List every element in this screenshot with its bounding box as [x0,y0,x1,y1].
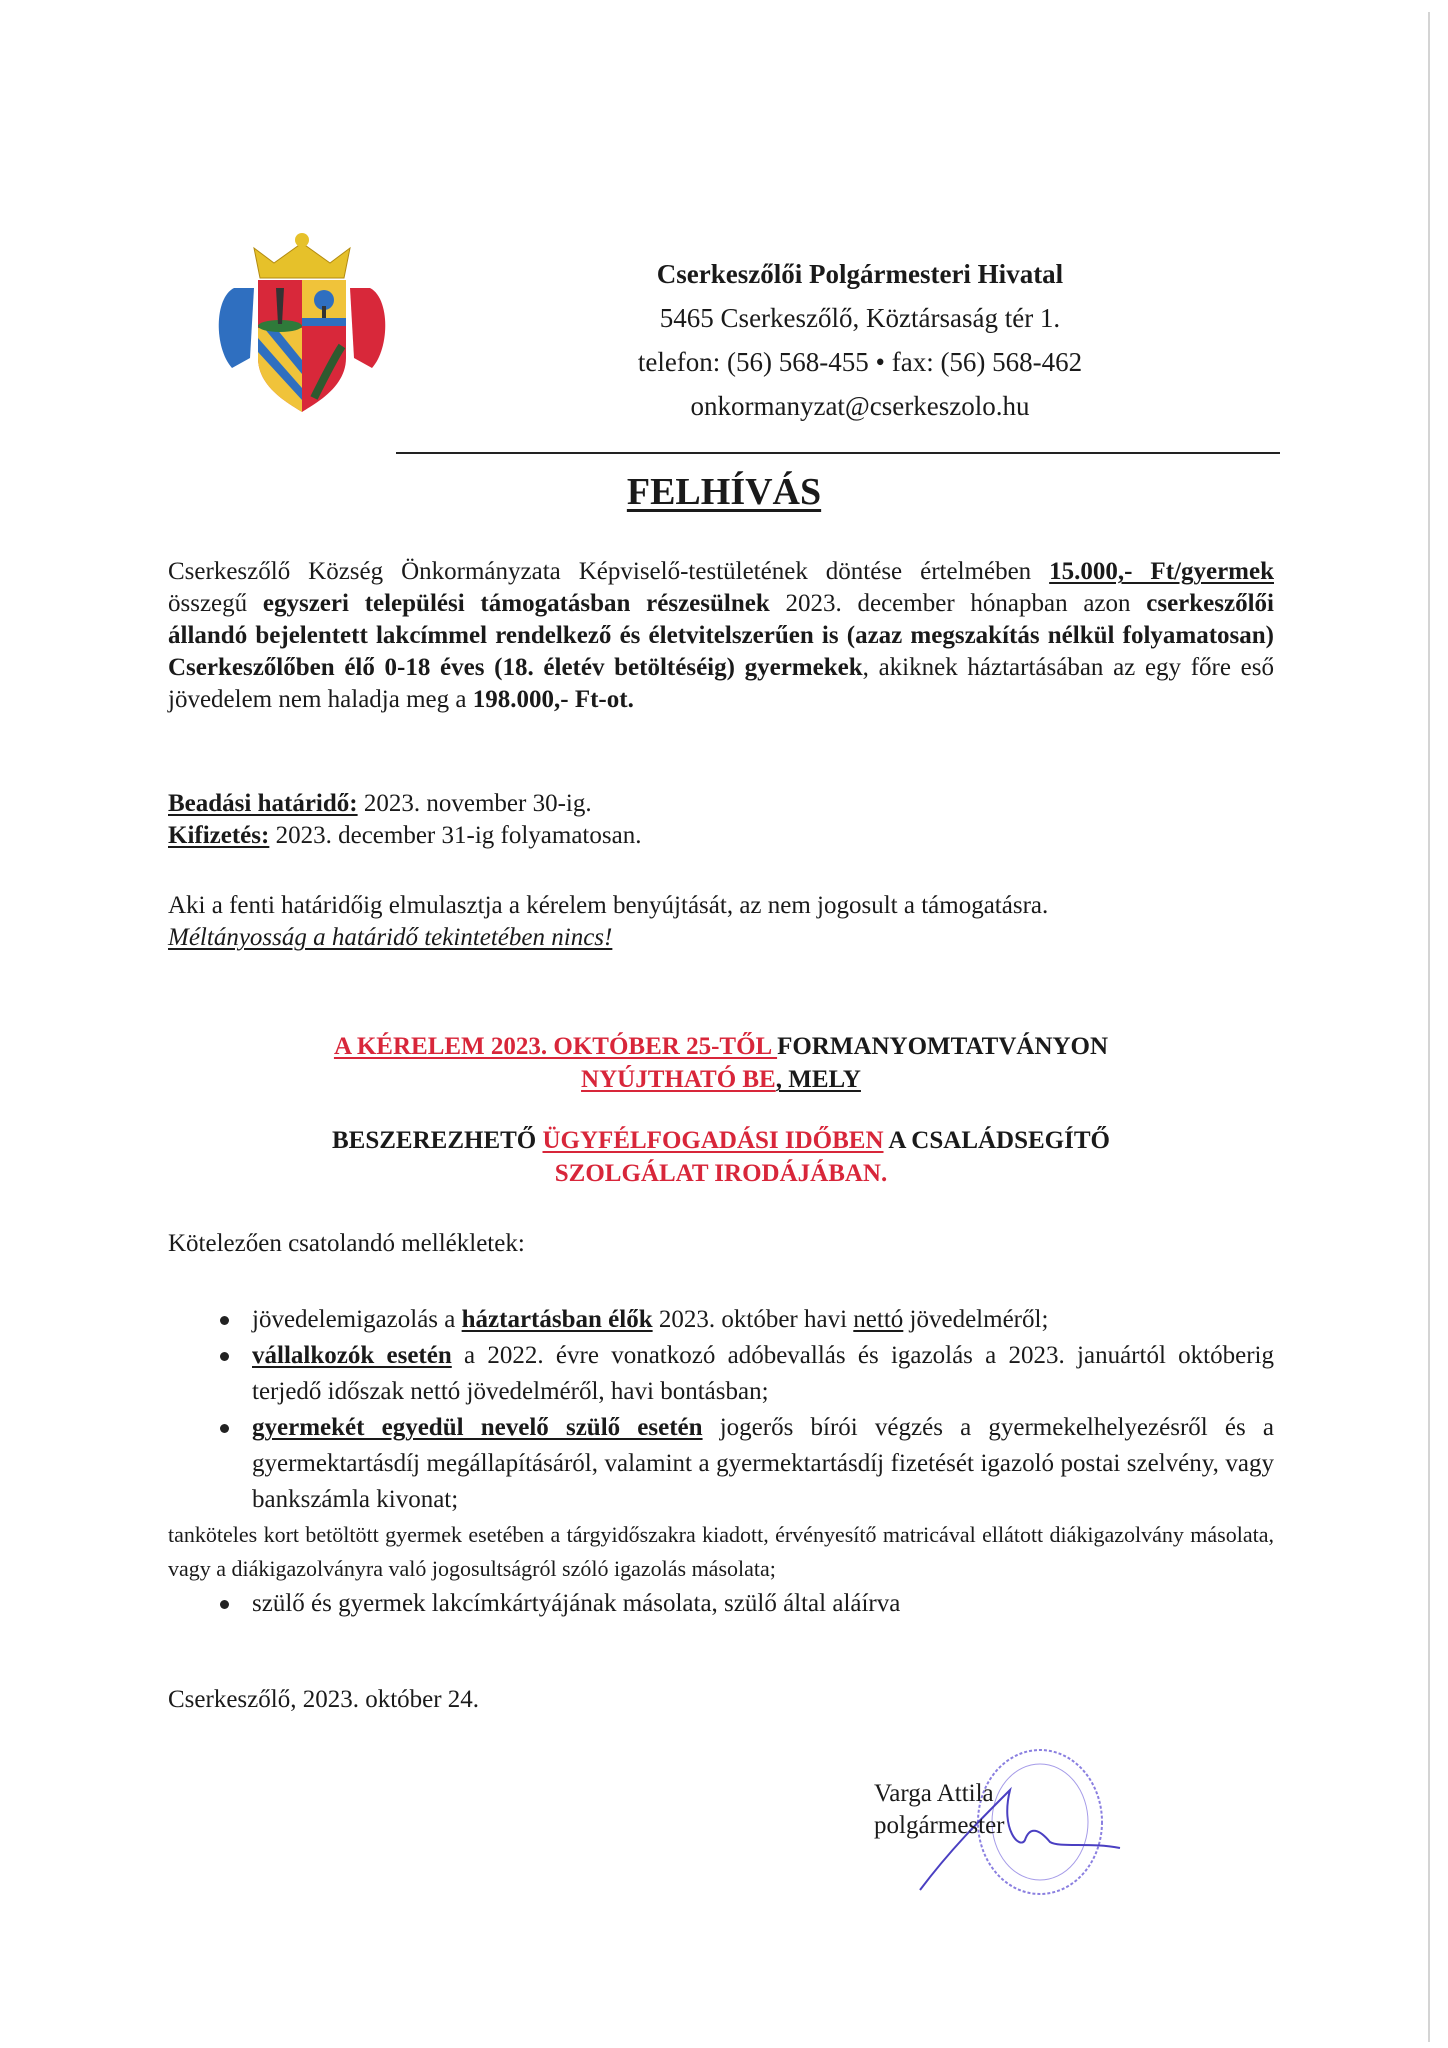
intro-paragraph: Cserkeszőlő Község Önkormányzata Képviselő-testületének döntése értelmében 15.000,- Ft/gyermek összegű egyszeri települési támogatásban részesülnek 2023. december hónapban azon cserkeszőlői állandó bejelentett lakcímmel rendelkező és életvitelszerűen is (azaz megszakítás nélkül folyamatosan) Cserkeszőlőben élő 0-18 éves (18. életév betöltéséig) gyermekek, akiknek háztartásában az egy főre eső jövedelem nem haladja meg a 198.000,- Ft-ot. [168,558,1274,713]
organization-address: 5465 Cserkeszőlő, Köztársaság tér 1. [659,303,1061,333]
letterhead [520,252,1200,428]
income-limit: 198.000,- Ft-ot. [472,686,634,713]
application-notice: A KÉRELEM 2023. OKTÓBER 25-TŐL FORMANYOMTATVÁNYON NYÚJTHATÓ BE, MELY [333,1033,1109,1093]
submission-deadline: Beadási határidő: 2023. november 30-ig. [168,790,592,817]
payment-deadline: Kifizetés: 2023. december 31-ig folyamatosan. [168,822,642,849]
signer-name: Varga Attila [874,1780,994,1807]
amount-per-child: 15.000,- Ft/gyermek [1049,558,1274,585]
coat-of-arms-icon [214,228,390,414]
deadlines [168,788,1274,852]
attachments-heading: Kötelezően csatolandó mellékletek: [168,1230,525,1257]
eligibility-criteria: cserkeszőlői állandó bejelentett lakcímmel rendelkező és életvitelszerűen is (azaz megszakítás nélkül folyamatosan) Cserkeszőlőben élő 0-18 éves (18. életév betöltéséig) gyermekek [168,590,1274,681]
list-item: tanköteles kort betöltött gyermek esetében a tárgyidőszakra kiadott, érvényesítő matricával ellátott diákigazolvány másolata, vagy a diákigazolványra való jogosultságról szóló igazolás másolata; [168,1522,1274,1581]
place-and-date: Cserkeszőlő, 2023. október 24. [168,1686,480,1713]
signature-block [874,1778,1005,1842]
document-title: FELHÍVÁS [626,471,822,513]
warning: Aki a fenti határidőig elmulasztja a kérelem benyújtását, az nem jogosult a támogatásra. Méltányosság a határidő tekintetében nincs! [168,890,1274,954]
form-availability-notice: BESZEREZHETŐ ÜGYFÉLFOGADÁSI IDŐBEN A CSALÁDSEGÍTŐ SZOLGÁLAT IRODÁJÁBAN. [332,1127,1110,1187]
email-link[interactable]: onkormanyzat@cserkeszolo.hu [690,391,1030,421]
attachments-list [168,1302,1274,1622]
page-edge-line [1428,12,1430,2042]
list-item: jövedelemigazolás a háztartásban élők 2023. október havi nettó jövedelméről; [168,1302,1274,1338]
list-item: szülő és gyermek lakcímkártyájának másolata, szülő által aláírva [168,1586,1274,1622]
list-item: gyermekét egyedül nevelő szülő esetén jogerős bírói végzés a gyermekelhelyezésről és a gyermektartásdíj megállapításáról, valamint a gyermektartásdíj fizetését igazoló postai szelvény, vagy bankszámla kivonat; [168,1410,1274,1518]
letterhead-divider [396,452,1280,454]
list-item: vállalkozók esetén a 2022. évre vonatkozó adóbevallás és igazolás a 2023. januártól októberig terjedő időszak nettó jövedelméről, havi bontásban; [168,1338,1274,1410]
no-leniency-note: Méltányosság a határidő tekintetében nincs! [168,924,613,951]
signer-title: polgármester [874,1812,1005,1839]
organization-name: Cserkeszőlői Polgármesteri Hivatal [656,259,1064,289]
phone-fax: telefon: (56) 568-455 • fax: (56) 568-462 [637,347,1083,377]
